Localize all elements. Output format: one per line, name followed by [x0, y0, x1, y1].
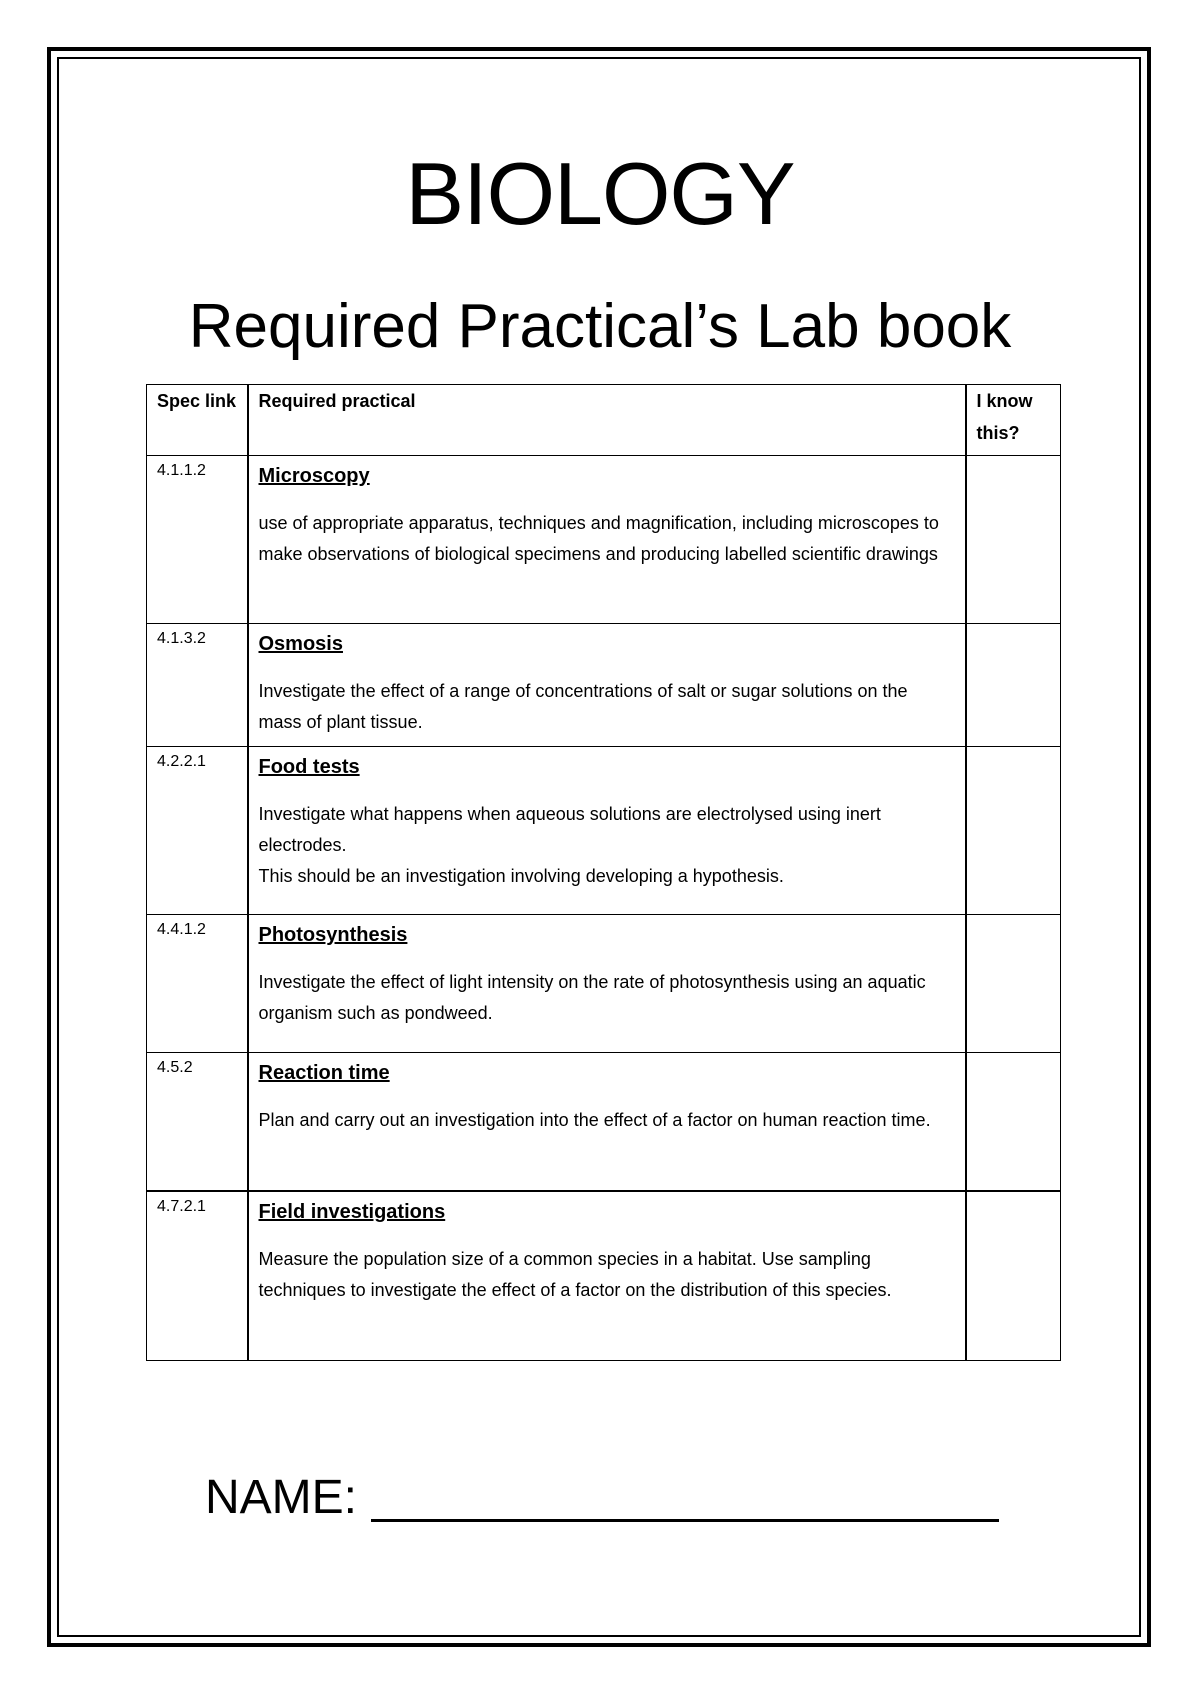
- spec-code: 4.7.2.1: [147, 1191, 248, 1361]
- page-subtitle: Required Practical’s Lab book: [188, 292, 1012, 361]
- page-title: BIOLOGY: [405, 144, 795, 243]
- table-row: [147, 1191, 1061, 1361]
- practical-description: use of appropriate apparatus, techniques and magnification, including microscopes to make observations of biological specimens and producing labelled scientific drawings: [258, 513, 939, 564]
- name-label: NAME:: [205, 1471, 358, 1524]
- i-know-this-checkbox[interactable]: [966, 1191, 1061, 1361]
- practical-name: Food tests: [258, 756, 360, 778]
- i-know-this-checkbox[interactable]: [966, 456, 1061, 624]
- practical-description: Investigate what happens when aqueous solutions are electrolysed using inert electrodes.: [258, 804, 881, 855]
- header-required-practical: Required practical: [248, 385, 966, 456]
- i-know-this-checkbox[interactable]: [966, 624, 1061, 747]
- header-i-know-this: I know this?: [966, 385, 1061, 456]
- spec-code: 4.2.2.1: [147, 747, 248, 915]
- practical-name: Microscopy: [258, 465, 370, 487]
- practical-description: Investigate the effect of light intensity on the rate of photosynthesis using an aquatic organism such as pondweed.: [258, 972, 926, 1023]
- spec-code: 4.4.1.2: [147, 915, 248, 1053]
- spec-code: 4.5.2: [147, 1053, 248, 1191]
- table-row: [147, 456, 1061, 624]
- practical-cell: [248, 456, 966, 624]
- header-spec-link: Spec link: [147, 385, 248, 456]
- spec-code: 4.1.3.2: [147, 624, 248, 747]
- table-row: [147, 747, 1061, 915]
- table-row: [147, 1053, 1061, 1191]
- practical-name: Reaction time: [258, 1062, 390, 1084]
- practical-name: Photosynthesis: [258, 924, 408, 946]
- practical-name: Field investigations: [258, 1200, 446, 1223]
- name-field: [205, 1471, 999, 1524]
- practical-description: Measure the population size of a common species in a habitat. Use sampling techniques to investigate the effect of a factor on the distribution of this species.: [258, 1248, 892, 1300]
- practical-description: Investigate the effect of a range of concentrations of salt or sugar solutions on the mass of plant tissue.: [258, 681, 908, 732]
- spec-code: 4.1.1.2: [147, 456, 248, 624]
- table-row: [147, 915, 1061, 1053]
- practical-description: Plan and carry out an investigation into the effect of a factor on human reaction time.: [258, 1110, 931, 1130]
- table-header-row: [147, 385, 1061, 456]
- practical-cell: [248, 624, 966, 747]
- practical-cell: [248, 747, 966, 915]
- practical-note: This should be an investigation involving developing a hypothesis.: [258, 866, 784, 886]
- name-blank-line[interactable]: [371, 1475, 999, 1522]
- practical-cell: [248, 1191, 966, 1361]
- table-row: [147, 624, 1061, 747]
- practical-name: Osmosis: [258, 633, 343, 655]
- i-know-this-checkbox[interactable]: [966, 915, 1061, 1053]
- practical-cell: [248, 915, 966, 1053]
- i-know-this-checkbox[interactable]: [966, 1053, 1061, 1191]
- i-know-this-checkbox[interactable]: [966, 747, 1061, 915]
- practical-cell: [248, 1053, 966, 1191]
- required-practicals-table: [146, 384, 1061, 1361]
